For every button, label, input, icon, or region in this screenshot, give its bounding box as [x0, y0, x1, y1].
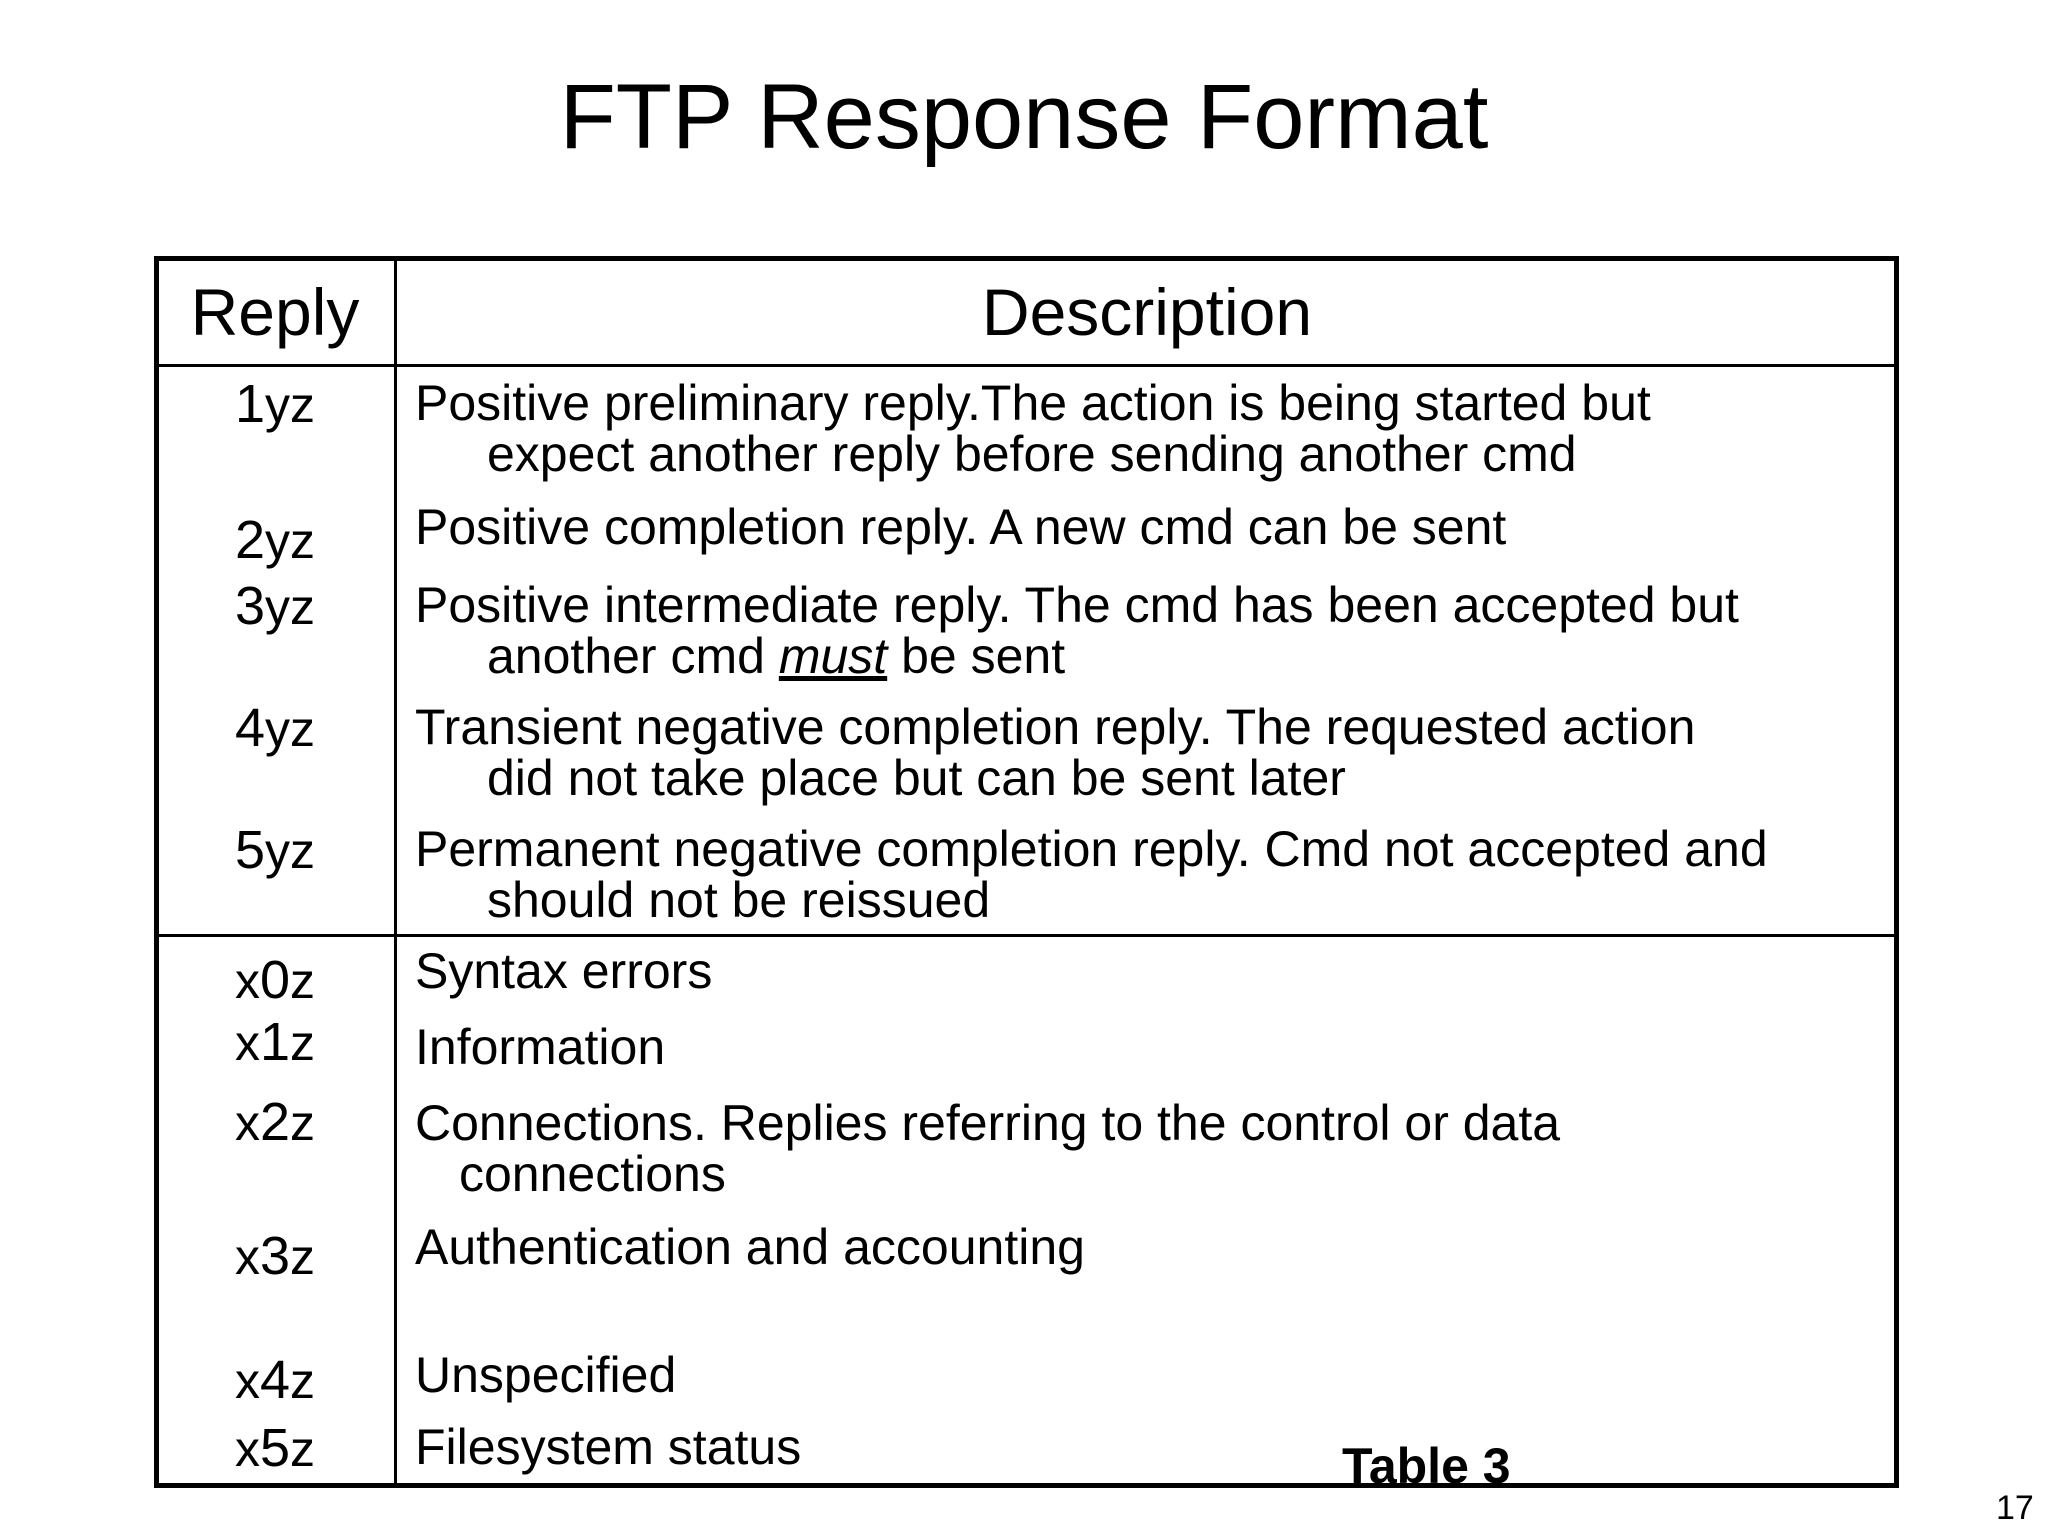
- column-divider: [394, 258, 397, 1486]
- reply-code-x0z: x0z: [234, 950, 316, 1010]
- reply-code-3yz: 3yz: [234, 576, 316, 636]
- reply-desc-4yz: Transient negative completion reply. The requested action did not take place but can be sent later: [415, 699, 1696, 806]
- reply-desc-x4z: Unspecified: [415, 1347, 677, 1403]
- reply-code-x4z: x4z: [234, 1350, 316, 1410]
- reply-code-x1z: x1z: [234, 1012, 316, 1072]
- page-number: 17: [1996, 1489, 2034, 1527]
- reply-desc-x2z: Connections. Replies referring to the control or data connections: [415, 1095, 1561, 1202]
- reply-code-5yz: 5yz: [234, 820, 316, 880]
- reply-desc-x0z: Syntax errors: [415, 943, 713, 999]
- reply-code-x5z: x5z: [234, 1418, 316, 1478]
- reply-column-header: Reply: [190, 275, 360, 349]
- reply-desc-5yz: Permanent negative completion reply. Cmd not accepted and should not be reissued: [415, 821, 1768, 928]
- reply-code-4yz: 4yz: [234, 698, 316, 758]
- reply-desc-3yz: Positive intermediate reply. The cmd has been accepted but another cmd must be sent: [415, 577, 1739, 684]
- reply-desc-x1z: Information: [415, 1019, 666, 1075]
- reply-code-1yz: 1yz: [234, 374, 316, 434]
- reply-desc-x3z: Authentication and accounting: [415, 1219, 1085, 1275]
- reply-desc-2yz: Positive completion reply. A new cmd can be sent: [415, 499, 1507, 555]
- reply-code-2yz: 2yz: [234, 510, 316, 570]
- description-column-header: Description: [981, 275, 1313, 349]
- table-caption: Table 3: [1342, 1438, 1511, 1494]
- reply-code-x3z: x3z: [234, 1226, 316, 1286]
- reply-desc-1yz: Positive preliminary reply.The action is being started but expect another reply before sending another cmd: [415, 375, 1651, 482]
- section-divider: [156, 934, 1897, 937]
- header-divider: [156, 364, 1897, 367]
- reply-desc-x5z: Filesystem status: [415, 1419, 802, 1475]
- page-title: FTP Response Format: [559, 66, 1489, 168]
- must-emphasis: must: [778, 628, 888, 684]
- reply-code-x2z: x2z: [234, 1092, 316, 1152]
